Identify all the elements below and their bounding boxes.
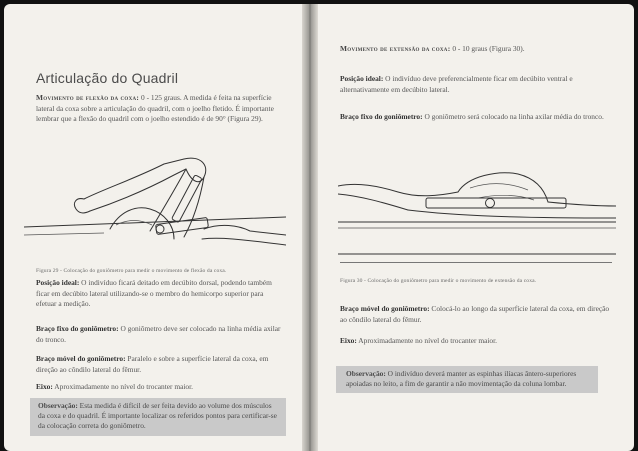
position-label-left: Posição ideal: [36, 278, 80, 287]
flexion-intro-text: 0 - 125 graus. A medida é feita na superfície lateral da coxa sobre a articulação do quadril, com o joelho fletido. É importante lembrar que a flexão do quadril com o joelho estendido é de 90° (Figura 29). [36, 93, 274, 124]
knee-outline [184, 158, 206, 182]
flexion-intro [36, 93, 282, 125]
observation-text-left: Esta medida é difícil de ser feita devido ao volume dos músculos da coxa e do quadril. É importante localizar os referidos pontos para certificar-se da colocação correta do goniômetro. [38, 401, 277, 431]
fixed-arm-label-left: Braço fixo do goniômetro: [36, 324, 119, 333]
foot-outline [74, 199, 90, 213]
extension-intro-text: 0 - 10 graus (Figura 30). [450, 44, 525, 53]
axis-right [340, 336, 612, 347]
bed-surface-line [24, 233, 104, 235]
observation-label-right: Observação: [346, 369, 386, 378]
torso-lower [338, 194, 408, 210]
lower-leg-top [84, 159, 184, 199]
figure-29-caption: Figura 29 - Colocação do goniômetro para medir o movimento de flexão da coxa. [36, 268, 227, 274]
fixed-arm-text-right: O goniômetro será colocado na linha axilar média do tronco. [422, 112, 604, 121]
flexion-intro-label: Movimento de flexão da coxa: [36, 93, 140, 102]
mobile-arm-right [340, 304, 612, 325]
goniometer-body [426, 198, 566, 208]
examiner-arm-lower [202, 238, 286, 245]
fixed-arm-text-left: O goniômetro deve ser colocado na linha média axilar do tronco. [36, 324, 281, 344]
axis-text-left: Aproximadamente no nível do trocanter maior. [52, 382, 194, 391]
examiner-arm [204, 225, 286, 235]
observation-box-right [336, 366, 598, 393]
extension-intro [340, 44, 610, 55]
mobile-arm-text-left: Paralelo e sobre a superfície lateral da coxa, em direção ao côndilo lateral do fêmur. [36, 354, 269, 374]
extension-intro-label: Movimento de extensão da coxa: [340, 44, 451, 53]
book-gutter [302, 4, 318, 451]
mobile-arm-label-left: Braço móvel do goniômetro: [36, 354, 126, 363]
thigh-top [548, 202, 616, 206]
arm-outline [338, 184, 458, 195]
axis-text-right: Aproximadamente no nível do trocanter maior. [356, 336, 498, 345]
goniometer-axis [156, 225, 164, 233]
position-text-right: O indivíduo deve preferencialmente ficar em decúbito ventral e alternativamente em decúbito lateral. [340, 74, 573, 94]
cloth-fold-1 [470, 184, 528, 190]
position-ideal-left [36, 278, 282, 310]
mobile-arm-label-right: Braço móvel do goniômetro: [340, 304, 430, 313]
section-heading: Articulação do Quadril [36, 70, 179, 86]
figure-29-illustration [24, 139, 286, 257]
fixed-arm-left [36, 324, 282, 345]
mobile-arm-text-right: Colocá-lo ao longo da superfície lateral da coxa, em direção ao côndilo lateral do fêmur. [340, 304, 610, 324]
axis-label-right: Eixo: [340, 336, 357, 345]
observation-text-right: O indivíduo deverá manter as espinhas ilíacas ântero-superiores apoiadas no leito, a fim de garantir a não movimentação da coluna lombar. [346, 369, 577, 389]
axis-left [36, 382, 282, 393]
leg-underside [408, 210, 616, 218]
right-page [318, 4, 634, 451]
figure-30-illustration [338, 152, 616, 256]
observation-label-left: Observação: [38, 401, 78, 410]
mobile-arm-left [36, 354, 282, 375]
axis-label-left: Eixo: [36, 382, 53, 391]
fixed-arm-right [340, 112, 610, 123]
position-label-right: Posição ideal: [340, 74, 384, 83]
goniometer-axis [486, 199, 495, 208]
observation-box-left [30, 398, 286, 436]
figure-30-caption: Figura 30 - Colocação do goniômetro para medir o movimento de extensão da coxa. [340, 278, 537, 284]
position-ideal-right [340, 74, 610, 95]
figure-divider [340, 262, 612, 263]
left-page [4, 4, 302, 451]
fixed-arm-label-right: Braço fixo do goniômetro: [340, 112, 423, 121]
position-text-left: O indivíduo ficará deitado em decúbito dorsal, podendo também ficar em decúbito lateral utilizando-se o membro do hemicorpo superior para efetuar a medição. [36, 278, 272, 309]
